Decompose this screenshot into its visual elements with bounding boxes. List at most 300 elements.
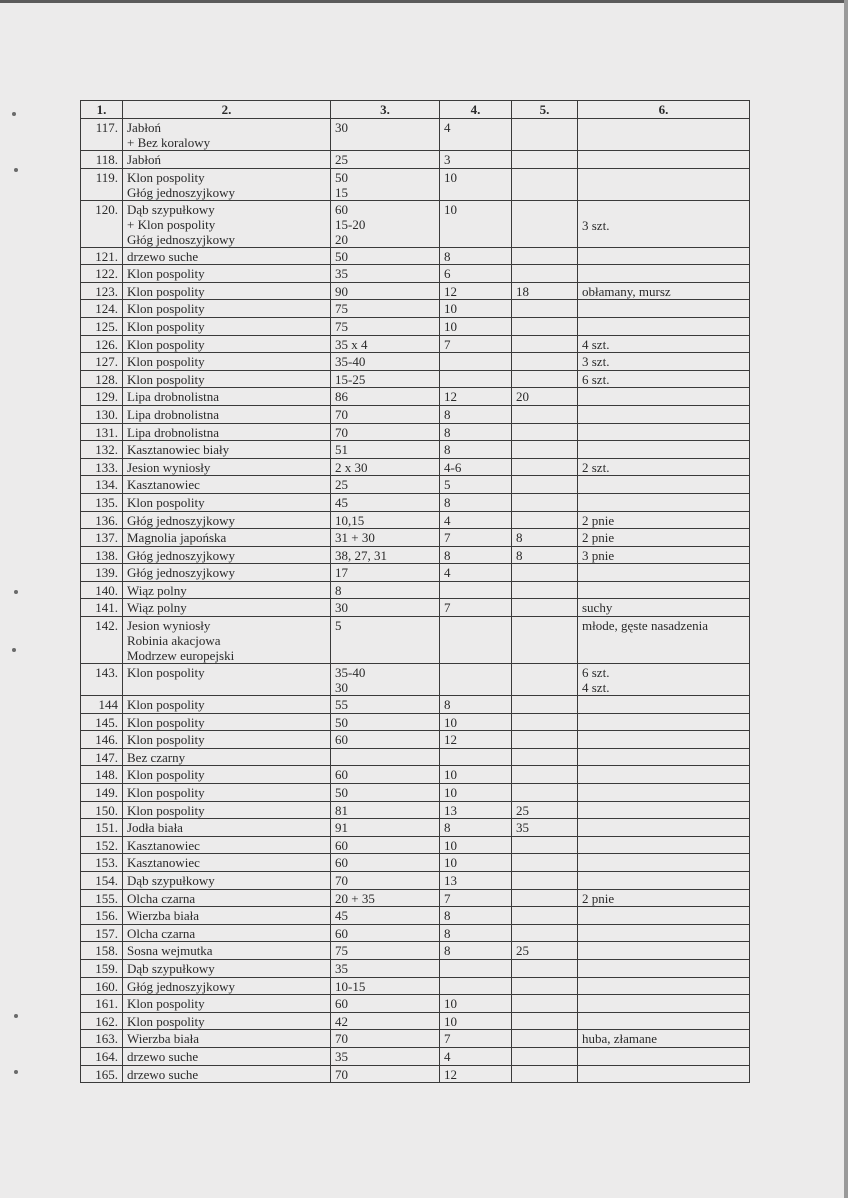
- column-4-cell: 10: [440, 766, 512, 784]
- species-cell: [123, 942, 331, 960]
- species-cell: [123, 564, 331, 582]
- species-name: Klon pospolity: [127, 371, 205, 387]
- species-cell: [123, 748, 331, 766]
- column-3-value: 75: [335, 318, 348, 334]
- column-5-cell: 20: [512, 388, 578, 406]
- column-3-value: 81: [335, 802, 348, 818]
- table-row: [81, 529, 750, 547]
- table-row: [81, 1030, 750, 1048]
- species-name: Klon pospolity: [127, 714, 205, 730]
- table-row: [81, 564, 750, 582]
- column-3-value: 35-40: [335, 354, 366, 370]
- row-number-cell: 140.: [81, 581, 123, 599]
- column-6-cell: [578, 801, 750, 819]
- row-number-cell: 161.: [81, 995, 123, 1013]
- column-3-cell: [331, 854, 440, 872]
- species-name: Klon pospolity: [127, 266, 205, 282]
- column-6-note: młode, gęste nasadzenia: [582, 618, 708, 634]
- column-3-cell: [331, 476, 440, 494]
- column-5-cell: [512, 200, 578, 247]
- col-header: 4.: [440, 101, 512, 119]
- column-3-value: 10,15: [335, 512, 365, 528]
- species-name: Sosna wejmutka: [127, 943, 213, 959]
- column-4-cell: 3: [440, 151, 512, 169]
- column-3-value: 35: [335, 960, 348, 976]
- row-number-cell: 144: [81, 696, 123, 714]
- row-number-cell: 135.: [81, 493, 123, 511]
- species-name: Kasztanowiec biały: [127, 442, 230, 458]
- column-5-cell: [512, 977, 578, 995]
- column-3-value: 50: [335, 248, 348, 264]
- column-3-value: 25: [335, 477, 348, 493]
- column-6-cell: [578, 300, 750, 318]
- column-3-value: 35: [335, 266, 348, 282]
- column-3-value: 50: [335, 169, 348, 185]
- column-6-note: 2 pnie: [582, 890, 615, 906]
- row-number-cell: 165.: [81, 1065, 123, 1083]
- column-6-cell: [578, 546, 750, 564]
- column-5-cell: [512, 511, 578, 529]
- row-number-cell: 158.: [81, 942, 123, 960]
- column-6-cell: [578, 200, 750, 247]
- column-3-cell: [331, 151, 440, 169]
- column-3-cell: [331, 599, 440, 617]
- column-6-cell: [578, 664, 750, 696]
- row-number-cell: 149.: [81, 784, 123, 802]
- row-number-cell: 136.: [81, 511, 123, 529]
- table-row: [81, 151, 750, 169]
- species-cell: [123, 458, 331, 476]
- column-4-cell: 10: [440, 1012, 512, 1030]
- column-3-cell: [331, 889, 440, 907]
- column-4-cell: 7: [440, 599, 512, 617]
- column-5-cell: [512, 713, 578, 731]
- table-row: [81, 168, 750, 200]
- species-cell: [123, 335, 331, 353]
- column-5-cell: [512, 889, 578, 907]
- species-cell: [123, 370, 331, 388]
- row-number-cell: 128.: [81, 370, 123, 388]
- column-4-cell: 12: [440, 388, 512, 406]
- row-number-cell: 129.: [81, 388, 123, 406]
- column-3-cell: [331, 959, 440, 977]
- row-number-cell: 137.: [81, 529, 123, 547]
- column-4-cell: 13: [440, 872, 512, 890]
- species-name: Lipa drobnolistna: [127, 389, 220, 405]
- column-5-cell: [512, 907, 578, 925]
- binder-hole-mark: [14, 168, 18, 172]
- table-row: [81, 766, 750, 784]
- column-3-value: 51: [335, 442, 348, 458]
- column-3-cell: [331, 423, 440, 441]
- species-cell: [123, 119, 331, 151]
- column-3-value: 70: [335, 406, 348, 422]
- row-number-cell: 162.: [81, 1012, 123, 1030]
- column-5-cell: [512, 564, 578, 582]
- species-name: Klon pospolity: [127, 169, 205, 185]
- table-row: [81, 1065, 750, 1083]
- column-3-value: 70: [335, 424, 348, 440]
- table-row: [81, 995, 750, 1013]
- column-3-value: 35: [335, 1048, 348, 1064]
- column-6-cell: [578, 423, 750, 441]
- column-3-value: 45: [335, 908, 348, 924]
- column-3-value: 90: [335, 283, 348, 299]
- column-3-value: 55: [335, 697, 348, 713]
- column-6-cell: [578, 581, 750, 599]
- row-number-cell: 152.: [81, 836, 123, 854]
- table-row: [81, 748, 750, 766]
- column-5-cell: [512, 854, 578, 872]
- column-6-cell: [578, 529, 750, 547]
- column-6-cell: [578, 872, 750, 890]
- column-4-cell: 8: [440, 405, 512, 423]
- row-number-cell: 119.: [81, 168, 123, 200]
- row-number-cell: 151.: [81, 819, 123, 837]
- table-row: [81, 458, 750, 476]
- species-name: Jodła biała: [127, 820, 183, 836]
- column-3-value: 45: [335, 494, 348, 510]
- species-cell: [123, 317, 331, 335]
- column-3-value: 15: [335, 184, 348, 200]
- column-6-cell: [578, 995, 750, 1013]
- column-3-cell: [331, 581, 440, 599]
- species-cell: [123, 995, 331, 1013]
- column-6-cell: [578, 353, 750, 371]
- species-cell: [123, 247, 331, 265]
- row-number-cell: 156.: [81, 907, 123, 925]
- species-cell: [123, 1047, 331, 1065]
- column-4-cell: [440, 370, 512, 388]
- row-number-cell: 163.: [81, 1030, 123, 1048]
- table-row: [81, 713, 750, 731]
- column-3-value: 17: [335, 565, 348, 581]
- column-3-cell: [331, 617, 440, 664]
- species-name: drzewo suche: [127, 248, 199, 264]
- species-cell: [123, 1065, 331, 1083]
- column-3-value: 10-15: [335, 978, 366, 994]
- column-6-note: 6 szt.: [582, 371, 610, 387]
- row-number-cell: 125.: [81, 317, 123, 335]
- column-4-cell: 4: [440, 511, 512, 529]
- species-name: Klon pospolity: [127, 301, 205, 317]
- column-6-cell: [578, 959, 750, 977]
- species-cell: [123, 151, 331, 169]
- column-6-note: 4 szt.: [582, 336, 610, 352]
- column-4-cell: 10: [440, 854, 512, 872]
- species-name: Jabłoń: [127, 120, 161, 135]
- column-6-cell: [578, 335, 750, 353]
- column-6-cell: [578, 924, 750, 942]
- column-6-cell: [578, 942, 750, 960]
- column-3-cell: [331, 282, 440, 300]
- column-4-cell: [440, 959, 512, 977]
- column-4-cell: 5: [440, 476, 512, 494]
- table-row: [81, 317, 750, 335]
- table-row: [81, 441, 750, 459]
- table-row: [81, 907, 750, 925]
- column-5-cell: [512, 1047, 578, 1065]
- table-row: [81, 924, 750, 942]
- species-name: Głóg jednoszyjkowy: [127, 565, 235, 581]
- column-3-cell: [331, 977, 440, 995]
- species-name: Głóg jednoszyjkowy: [127, 231, 235, 247]
- column-3-cell: [331, 836, 440, 854]
- row-number-cell: 160.: [81, 977, 123, 995]
- species-cell: [123, 282, 331, 300]
- column-6-cell: [578, 977, 750, 995]
- table-row: [81, 836, 750, 854]
- column-3-value: 8: [335, 582, 342, 598]
- column-3-cell: [331, 388, 440, 406]
- species-cell: [123, 836, 331, 854]
- table-row: [81, 854, 750, 872]
- species-name: Klon pospolity: [127, 354, 205, 370]
- column-3-value: 60: [335, 837, 348, 853]
- species-name: Modrzew europejski: [127, 648, 235, 664]
- table-row: [81, 1047, 750, 1065]
- column-4-cell: 8: [440, 819, 512, 837]
- column-6-cell: [578, 441, 750, 459]
- species-name: Bez czarny: [127, 749, 186, 765]
- column-3-value: 15-20: [335, 216, 366, 232]
- column-3-value: 35-40: [335, 665, 366, 681]
- column-3-value: 25: [335, 152, 348, 167]
- column-3-cell: [331, 493, 440, 511]
- column-5-cell: [512, 317, 578, 335]
- species-cell: [123, 731, 331, 749]
- table-row: [81, 664, 750, 696]
- column-5-cell: [512, 168, 578, 200]
- header-row: [81, 101, 750, 119]
- species-name: Wiąz polny: [127, 582, 187, 598]
- species-cell: [123, 1030, 331, 1048]
- column-6-cell: [578, 713, 750, 731]
- column-3-value: 86: [335, 389, 348, 405]
- column-6-cell: [578, 836, 750, 854]
- column-3-cell: [331, 924, 440, 942]
- table-row: [81, 200, 750, 247]
- column-4-cell: 8: [440, 924, 512, 942]
- species-cell: [123, 924, 331, 942]
- species-cell: [123, 353, 331, 371]
- species-name: Jesion wyniosły: [127, 618, 211, 634]
- column-3-value: 5: [335, 618, 342, 634]
- species-cell: [123, 300, 331, 318]
- column-3-cell: [331, 819, 440, 837]
- species-name: Klon pospolity: [127, 283, 205, 299]
- column-6-cell: [578, 476, 750, 494]
- column-3-cell: [331, 1030, 440, 1048]
- column-5-cell: [512, 119, 578, 151]
- species-cell: [123, 1012, 331, 1030]
- table-row: [81, 959, 750, 977]
- table-row: [81, 801, 750, 819]
- column-4-cell: 8: [440, 696, 512, 714]
- row-number-cell: 159.: [81, 959, 123, 977]
- column-3-cell: [331, 119, 440, 151]
- column-3-value: 35 x 4: [335, 336, 368, 352]
- column-6-cell: [578, 748, 750, 766]
- column-5-cell: [512, 1012, 578, 1030]
- row-number-cell: 153.: [81, 854, 123, 872]
- row-number-cell: 147.: [81, 748, 123, 766]
- column-6-cell: [578, 617, 750, 664]
- column-3-cell: [331, 942, 440, 960]
- column-6-note: obłamany, mursz: [582, 283, 671, 299]
- species-name: Klon pospolity: [127, 665, 205, 681]
- column-6-note: suchy: [582, 600, 613, 616]
- species-name: Klon pospolity: [127, 785, 205, 801]
- column-5-cell: [512, 1030, 578, 1048]
- row-number-cell: 145.: [81, 713, 123, 731]
- column-4-cell: 4: [440, 564, 512, 582]
- row-number-cell: 133.: [81, 458, 123, 476]
- column-6-note: 6 szt.: [582, 665, 610, 681]
- species-name: Wierzba biała: [127, 908, 200, 924]
- column-6-cell: [578, 696, 750, 714]
- column-6-cell: [578, 1047, 750, 1065]
- column-3-cell: [331, 458, 440, 476]
- binder-hole-mark: [14, 1014, 18, 1018]
- table-row: [81, 942, 750, 960]
- table-row: [81, 335, 750, 353]
- species-name: Klon pospolity: [127, 336, 205, 352]
- column-3-cell: [331, 529, 440, 547]
- species-name: Magnolia japońska: [127, 530, 227, 546]
- column-3-value: 30: [335, 120, 348, 135]
- column-4-cell: 13: [440, 801, 512, 819]
- scan-top-edge: [0, 0, 848, 3]
- column-6-cell: [578, 405, 750, 423]
- column-5-cell: [512, 441, 578, 459]
- col-header: 1.: [81, 101, 123, 119]
- column-6-cell: [578, 511, 750, 529]
- species-cell: [123, 801, 331, 819]
- column-6-note: 2 pnie: [582, 530, 615, 546]
- column-4-cell: 12: [440, 1065, 512, 1083]
- column-3-value: 75: [335, 301, 348, 317]
- species-cell: [123, 441, 331, 459]
- column-4-cell: 10: [440, 168, 512, 200]
- species-cell: [123, 872, 331, 890]
- column-6-note: 2 pnie: [582, 512, 615, 528]
- column-3-cell: [331, 995, 440, 1013]
- column-4-cell: 7: [440, 529, 512, 547]
- column-6-cell: [578, 388, 750, 406]
- species-name: + Bez koralowy: [127, 135, 211, 150]
- column-5-cell: [512, 247, 578, 265]
- column-5-cell: [512, 959, 578, 977]
- column-5-cell: [512, 423, 578, 441]
- column-3-value: 60: [335, 201, 348, 217]
- species-name: Kasztanowiec: [127, 855, 200, 871]
- species-cell: [123, 546, 331, 564]
- column-6-cell: [578, 247, 750, 265]
- column-3-value: 20: [335, 231, 348, 247]
- species-cell: [123, 405, 331, 423]
- column-4-cell: 7: [440, 1030, 512, 1048]
- species-name: Klon pospolity: [127, 318, 205, 334]
- column-6-note: 2 szt.: [582, 459, 610, 475]
- row-number-cell: 138.: [81, 546, 123, 564]
- column-3-cell: [331, 247, 440, 265]
- column-3-cell: [331, 300, 440, 318]
- column-3-value: 20 + 35: [335, 890, 375, 906]
- column-3-cell: [331, 784, 440, 802]
- species-name: Wiąz polny: [127, 600, 187, 616]
- scan-right-edge: [844, 0, 848, 1198]
- species-name: Jabłoń: [127, 152, 161, 167]
- row-number-cell: 122.: [81, 265, 123, 283]
- table-row: [81, 493, 750, 511]
- column-6-cell: [578, 493, 750, 511]
- row-number-cell: 150.: [81, 801, 123, 819]
- column-3-value: 2 x 30: [335, 459, 368, 475]
- column-4-cell: [440, 748, 512, 766]
- species-cell: [123, 819, 331, 837]
- column-5-cell: [512, 335, 578, 353]
- table-row: [81, 476, 750, 494]
- column-3-value: 70: [335, 1031, 348, 1047]
- table-row: [81, 1012, 750, 1030]
- species-cell: [123, 476, 331, 494]
- column-6-cell: [578, 1065, 750, 1083]
- column-5-cell: [512, 405, 578, 423]
- species-name: Klon pospolity: [127, 802, 205, 818]
- column-3-value: 30: [335, 680, 348, 696]
- column-5-cell: 8: [512, 546, 578, 564]
- column-4-cell: [440, 664, 512, 696]
- species-cell: [123, 713, 331, 731]
- table-row: [81, 546, 750, 564]
- table-row: [81, 696, 750, 714]
- column-4-cell: 8: [440, 546, 512, 564]
- column-4-cell: 10: [440, 784, 512, 802]
- column-3-cell: [331, 766, 440, 784]
- row-number-cell: 155.: [81, 889, 123, 907]
- table-row: [81, 353, 750, 371]
- row-number-cell: 142.: [81, 617, 123, 664]
- column-4-cell: 8: [440, 423, 512, 441]
- species-name: Jesion wyniosły: [127, 459, 211, 475]
- column-5-cell: [512, 353, 578, 371]
- column-5-cell: [512, 265, 578, 283]
- species-name: Lipa drobnolistna: [127, 424, 220, 440]
- column-3-cell: [331, 168, 440, 200]
- column-4-cell: 8: [440, 247, 512, 265]
- row-number-cell: 154.: [81, 872, 123, 890]
- column-4-cell: 4: [440, 1047, 512, 1065]
- column-3-cell: [331, 511, 440, 529]
- table-row: [81, 423, 750, 441]
- species-name: Lipa drobnolistna: [127, 406, 220, 422]
- column-5-cell: [512, 748, 578, 766]
- column-4-cell: 7: [440, 335, 512, 353]
- species-cell: [123, 907, 331, 925]
- table-row: [81, 300, 750, 318]
- row-number-cell: 120.: [81, 200, 123, 247]
- column-6-cell: [578, 168, 750, 200]
- column-5-cell: [512, 599, 578, 617]
- column-6-cell: [578, 1030, 750, 1048]
- species-name: Głóg jednoszyjkowy: [127, 512, 235, 528]
- row-number-cell: 121.: [81, 247, 123, 265]
- species-cell: [123, 200, 331, 247]
- species-cell: [123, 581, 331, 599]
- column-3-value: 60: [335, 925, 348, 941]
- column-4-cell: 4-6: [440, 458, 512, 476]
